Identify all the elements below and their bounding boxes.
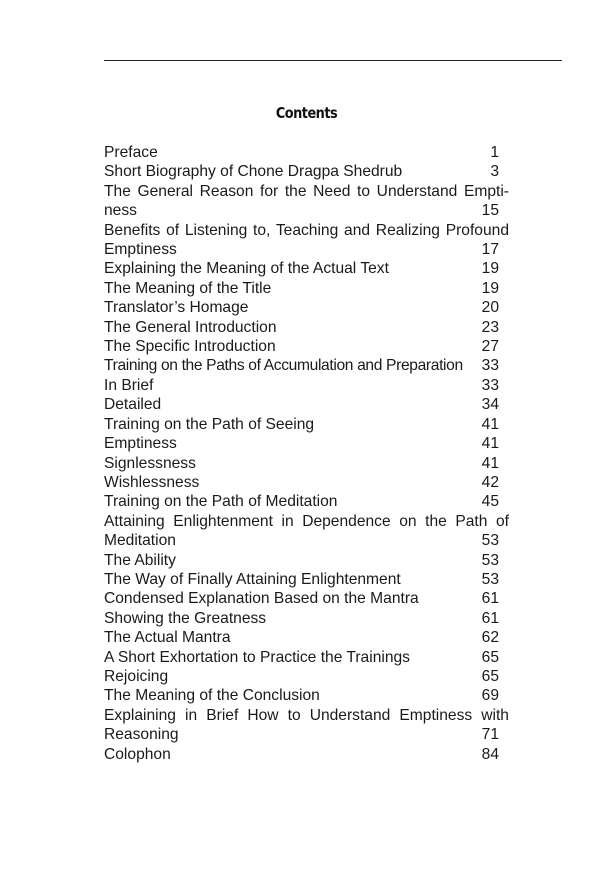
toc-entry-label: Emptiness	[104, 435, 177, 453]
toc-entry-label: Short Biography of Chone Dragpa Shedrub	[104, 163, 403, 181]
toc-entry-rejoicing[interactable]	[104, 667, 509, 686]
toc-entry-general-reason[interactable]	[104, 182, 509, 221]
toc-entry-page: 20	[481, 299, 499, 317]
toc-entry-label: Preface	[104, 144, 158, 161]
toc-entry-page: 23	[481, 318, 499, 336]
toc-entry-page: 69	[481, 687, 499, 705]
toc-entry-accumulation-preparation[interactable]	[104, 356, 509, 375]
toc-entry-label: The Meaning of the Conclusion	[104, 687, 320, 705]
toc-entry-label: Training on the Path of Meditation	[104, 493, 338, 511]
toc-entry-page: 41	[481, 454, 499, 472]
toc-entry-label: Rejoicing	[104, 667, 169, 685]
toc-entry-explaining-actual-text[interactable]	[104, 259, 509, 278]
toc-entry-finally-attaining[interactable]	[104, 570, 509, 589]
toc-entry-page: 41	[481, 415, 499, 433]
toc-entry-label: The Meaning of the Title	[104, 279, 272, 297]
toc-entry-signlessness[interactable]	[104, 454, 509, 473]
toc-entry-page: 53	[481, 532, 499, 550]
toc-entry-meaning-of-title[interactable]	[104, 279, 509, 298]
toc-entry-translators-homage[interactable]	[104, 298, 509, 317]
toc-entry-label: Wishlessness	[104, 473, 200, 491]
toc-entry-label: The General Introduction	[104, 318, 277, 336]
toc-entry-page: 42	[481, 473, 499, 491]
toc-entry-benefits[interactable]	[104, 221, 509, 260]
toc-entry-meaning-of-conclusion[interactable]	[104, 686, 509, 705]
toc-entry-emptiness[interactable]	[104, 434, 509, 453]
toc-entry-explaining-in-brief[interactable]	[104, 706, 509, 745]
toc-entry-page: 65	[481, 667, 499, 685]
toc-entry-label: Signlessness	[104, 454, 196, 472]
toc-entry-label: Training on the Paths of Accumulation and Preparation	[104, 357, 463, 375]
toc-entry-page: 61	[481, 590, 499, 608]
toc-entry-page: 45	[481, 493, 499, 511]
toc-entry-page: 1	[490, 144, 499, 161]
toc-entry-label: The Actual Mantra	[104, 629, 231, 647]
toc-entry-page: 84	[481, 745, 499, 763]
toc-entry-label: Colophon	[104, 745, 171, 763]
toc-entry-label: Emptiness	[104, 241, 177, 259]
toc-entry-label: ness	[104, 202, 137, 220]
toc-entry-short-exhortation[interactable]	[104, 648, 509, 667]
toc-entry-label: Explaining the Meaning of the Actual Text	[104, 260, 389, 278]
toc-entry-page: 33	[481, 357, 499, 375]
toc-entry-label: In Brief	[104, 376, 154, 394]
toc-entry-page: 3	[490, 163, 499, 181]
toc-entry-label: Reasoning	[104, 726, 179, 744]
toc-entry-actual-mantra[interactable]	[104, 628, 509, 647]
toc-entry-label: The Ability	[104, 551, 176, 569]
toc-entry-page: 62	[481, 629, 499, 647]
toc-entry-the-ability[interactable]	[104, 551, 509, 570]
toc-entry-label: Meditation	[104, 532, 176, 550]
toc-entry-label-line1: The General Reason for the Need to Understand Empti-	[104, 182, 509, 200]
toc-entry-page: 19	[481, 279, 499, 297]
toc-entry-label-line1: Attaining Enlightenment in Dependence on the Path of	[104, 512, 509, 530]
toc-entry-short-biography[interactable]	[104, 162, 509, 181]
toc-entry-specific-introduction[interactable]	[104, 337, 509, 356]
toc-entry-label: Translator’s Homage	[104, 299, 249, 317]
toc-entry-label-line1: Benefits of Listening to, Teaching and Realizing Profound	[104, 221, 509, 239]
toc-entry-label-line1: Explaining in Brief How to Understand Emptiness with	[104, 706, 509, 724]
toc-entry-colophon[interactable]	[104, 745, 509, 764]
toc-entry-page: 41	[481, 435, 499, 453]
toc-entry-preface[interactable]	[104, 143, 509, 162]
toc-entry-label: Training on the Path of Seeing	[104, 415, 315, 433]
toc-entry-attaining-enlightenment[interactable]	[104, 512, 509, 551]
table-of-contents	[104, 143, 509, 764]
toc-entry-path-of-seeing[interactable]	[104, 415, 509, 434]
toc-entry-page: 33	[481, 376, 499, 394]
toc-entry-page: 15	[481, 202, 499, 220]
toc-entry-label: Condensed Explanation Based on the Mantra	[104, 590, 419, 608]
toc-entry-path-of-meditation[interactable]	[104, 492, 509, 511]
toc-entry-page: 27	[481, 338, 499, 356]
toc-entry-page: 53	[481, 570, 499, 588]
toc-entry-label: The Way of Finally Attaining Enlightenment	[104, 570, 401, 588]
toc-entry-showing-greatness[interactable]	[104, 609, 509, 628]
toc-entry-page: 61	[481, 609, 499, 627]
toc-entry-label: Detailed	[104, 396, 162, 414]
toc-entry-in-brief[interactable]	[104, 376, 509, 395]
toc-entry-label: Showing the Greatness	[104, 609, 267, 627]
toc-entry-label: A Short Exhortation to Practice the Trainings	[104, 648, 410, 666]
page-title: Contents	[275, 104, 338, 122]
toc-entry-page: 17	[481, 241, 499, 259]
toc-entry-general-introduction[interactable]	[104, 318, 509, 337]
toc-entry-page: 19	[481, 260, 499, 278]
toc-entry-page: 53	[481, 551, 499, 569]
toc-entry-label: The Specific Introduction	[104, 338, 276, 356]
toc-entry-page: 65	[481, 648, 499, 666]
toc-entry-page: 71	[481, 726, 499, 744]
header-rule	[104, 60, 562, 61]
toc-entry-condensed-explanation[interactable]	[104, 589, 509, 608]
toc-entry-detailed[interactable]	[104, 395, 509, 414]
toc-entry-page: 34	[481, 396, 499, 414]
toc-entry-wishlessness[interactable]	[104, 473, 509, 492]
